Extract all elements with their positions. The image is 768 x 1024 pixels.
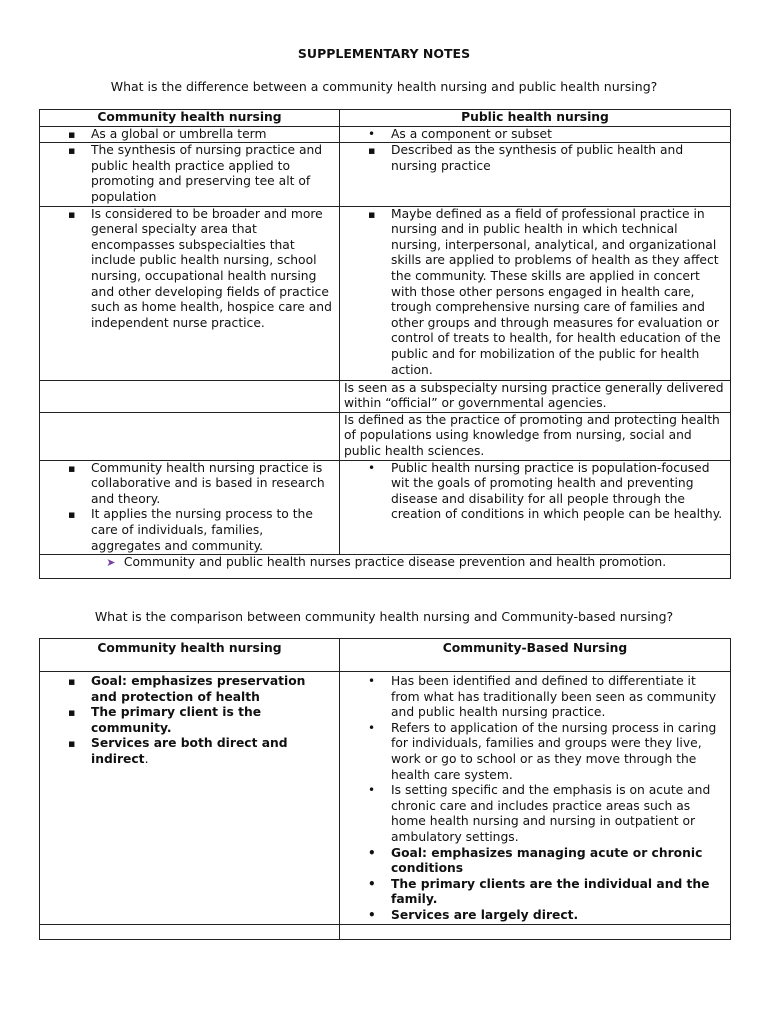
table-row [40,380,731,412]
question-2: What is the comparison between community health nursing and Community-based nursing? [94,609,674,624]
cell-left [40,126,340,143]
table-footer-row [40,555,731,579]
list-item: ▪ The synthesis of nursing practice and public health practice applied to promoting and preserving tee alt of population [44,143,335,205]
list-item: • Services are largely direct. [344,908,726,924]
cell-left-empty [40,412,340,460]
list-item: ▪ Community health nursing practice is collaborative and is based in research and theory. [44,461,335,508]
list-item: • Public health nursing practice is population-focused wit the goals of promoting health and preventing disease and disability for all people through the creation of conditions in which people can be healthy. [344,461,726,523]
cell-left [40,206,340,380]
footer-cell [40,555,731,579]
cell-left [40,672,340,925]
footer-text: Community and public health nurses practice disease prevention and health promotion. [123,555,667,570]
table-row [40,126,731,143]
table-header-row [40,110,731,127]
list-item: • Is setting specific and the emphasis is on acute and chronic care and includes practice areas such as home health nursing and nursing in outpatient or ambulatory settings. [344,783,726,845]
table-row [40,672,731,925]
list-item: ▪ It applies the nursing process to the care of individuals, families, aggregates and community. [44,507,335,554]
cell-right [340,460,731,555]
table-row-empty [40,924,731,939]
table-row [40,143,731,206]
page-title: SUPPLEMENTARY NOTES [297,46,471,61]
cell-right: Is seen as a subspecialty nursing practice generally delivered within “official” or governmental agencies. [340,380,731,412]
list-item: • Refers to application of the nursing process in caring for individuals, families and groups were they live, work or go to school or as they move through the health care system. [344,721,726,783]
list-item: ▪ Maybe defined as a field of professional practice in nursing and in public health in which technical nursing, interpersonal, analytical, and organizational skills are applied to problems of health as they affect the community. These skills are applied in concert with those other persons engaged in health care, trough comprehensive nursing care of families and other groups and through measures for evaluation or control of treats to health, for health education of the public and for mobilization of the public for health action. [344,207,726,379]
list-item: ▪ Described as the synthesis of public health and nursing practice [344,143,726,174]
comparison-table-2 [39,638,731,940]
cell-right [340,143,731,206]
cell-right: Is defined as the practice of promoting and protecting health of populations using knowledge from nursing, social and public health sciences. [340,412,731,460]
cell-left [40,143,340,206]
list-item: • As a component or subset [344,127,726,143]
list-item: • The primary clients are the individual and the family. [344,877,726,908]
list-item: • Has been identified and defined to differentiate it from what has traditionally been seen as community and public health nursing practice. [344,674,726,721]
arrow-bullet-icon: ➤ [106,556,116,570]
list-item: ▪ Services are both direct and indirect. [44,736,335,767]
cell-right-empty [340,924,731,939]
comparison-table-1 [39,109,731,579]
table-row [40,206,731,380]
cell-left [40,460,340,555]
cell-right [340,126,731,143]
list-item: ▪ Goal: emphasizes preservation and protection of health [44,674,335,705]
header-public-health-nursing: Public health nursing [340,110,731,127]
table-row [40,460,731,555]
header-community-based-nursing: Community-Based Nursing [340,639,731,672]
question-1: What is the difference between a community health nursing and public health nursing? [110,79,658,94]
list-item: ▪ Is considered to be broader and more general specialty area that encompasses subspecialties that include public health nursing, school nursing, occupational health nursing and other developing fields of practice such as home health, hospice care and independent nurse practice. [44,207,335,332]
cell-right [340,672,731,925]
cell-left-empty [40,924,340,939]
list-item: ▪ The primary client is the community. [44,705,335,736]
cell-left-empty [40,380,340,412]
cell-right [340,206,731,380]
header-community-health-nursing: Community health nursing [40,110,340,127]
list-item: • Goal: emphasizes managing acute or chronic conditions [344,846,726,877]
table-row [40,412,731,460]
table-header-row [40,639,731,672]
header-community-health-nursing: Community health nursing [40,639,340,672]
list-item: ▪ As a global or umbrella term [44,127,335,143]
